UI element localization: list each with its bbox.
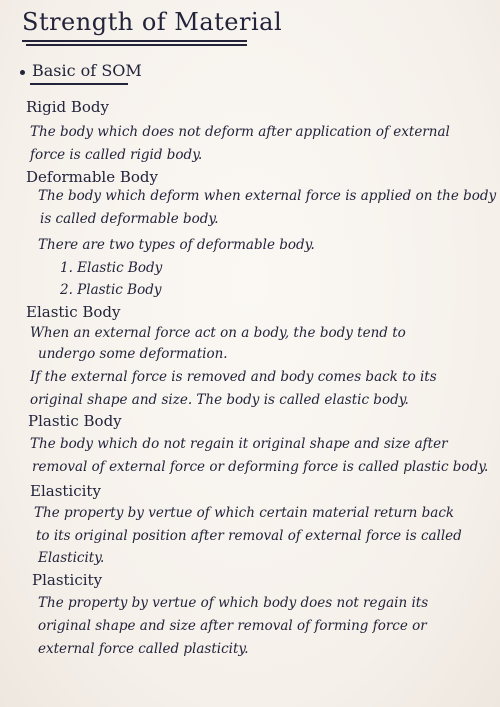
elastic-line-2: undergo some deformation.: [38, 346, 228, 362]
elasticity-line-2: to its original position after removal of external force is called: [36, 528, 462, 544]
section-heading: Basic of SOM: [32, 61, 142, 80]
rigid-line-1: The body which does not deform after application of external: [30, 124, 450, 140]
heading-elastic-body: Elastic Body: [26, 303, 121, 321]
heading-plastic-body: Plastic Body: [28, 412, 122, 430]
title-underline-double: [26, 44, 247, 46]
rigid-line-2: force is called rigid body.: [30, 147, 203, 163]
title-underline: [22, 40, 247, 42]
plasticity-line-2: original shape and size after removal of forming force or: [38, 618, 427, 634]
elastic-line-4: original shape and size. The body is called elastic body.: [30, 392, 409, 408]
heading-elasticity: Elasticity: [30, 482, 101, 500]
elastic-line-3: If the external force is removed and body comes back to its: [30, 369, 437, 385]
heading-rigid-body: Rigid Body: [26, 98, 109, 116]
heading-plasticity: Plasticity: [32, 571, 103, 589]
type-item-1: 1. Elastic Body: [60, 260, 163, 276]
types-intro: There are two types of deformable body.: [38, 237, 315, 253]
elasticity-line-3: Elasticity.: [38, 550, 105, 566]
elasticity-line-1: The property by vertue of which certain material return back: [34, 505, 455, 521]
type-item-2: 2. Plastic Body: [60, 282, 162, 298]
plastic-line-2: removal of external force or deforming force is called plastic body.: [32, 459, 489, 475]
plasticity-line-1: The property by vertue of which body does not regain its: [38, 595, 429, 611]
heading-deformable-body: Deformable Body: [26, 168, 158, 186]
plastic-line-1: The body which do not regain it original shape and size after: [30, 436, 448, 452]
deformable-line-1: The body which deform when external force is applied on the body: [38, 188, 497, 204]
bullet-dot: [20, 70, 25, 75]
plasticity-line-3: external force called plasticity.: [38, 641, 249, 657]
deformable-line-2: is called deformable body.: [40, 211, 219, 227]
page-title: Strength of Material: [22, 8, 283, 36]
elastic-line-1: When an external force act on a body, the body tend to: [30, 325, 406, 341]
section-underline: [30, 83, 128, 85]
